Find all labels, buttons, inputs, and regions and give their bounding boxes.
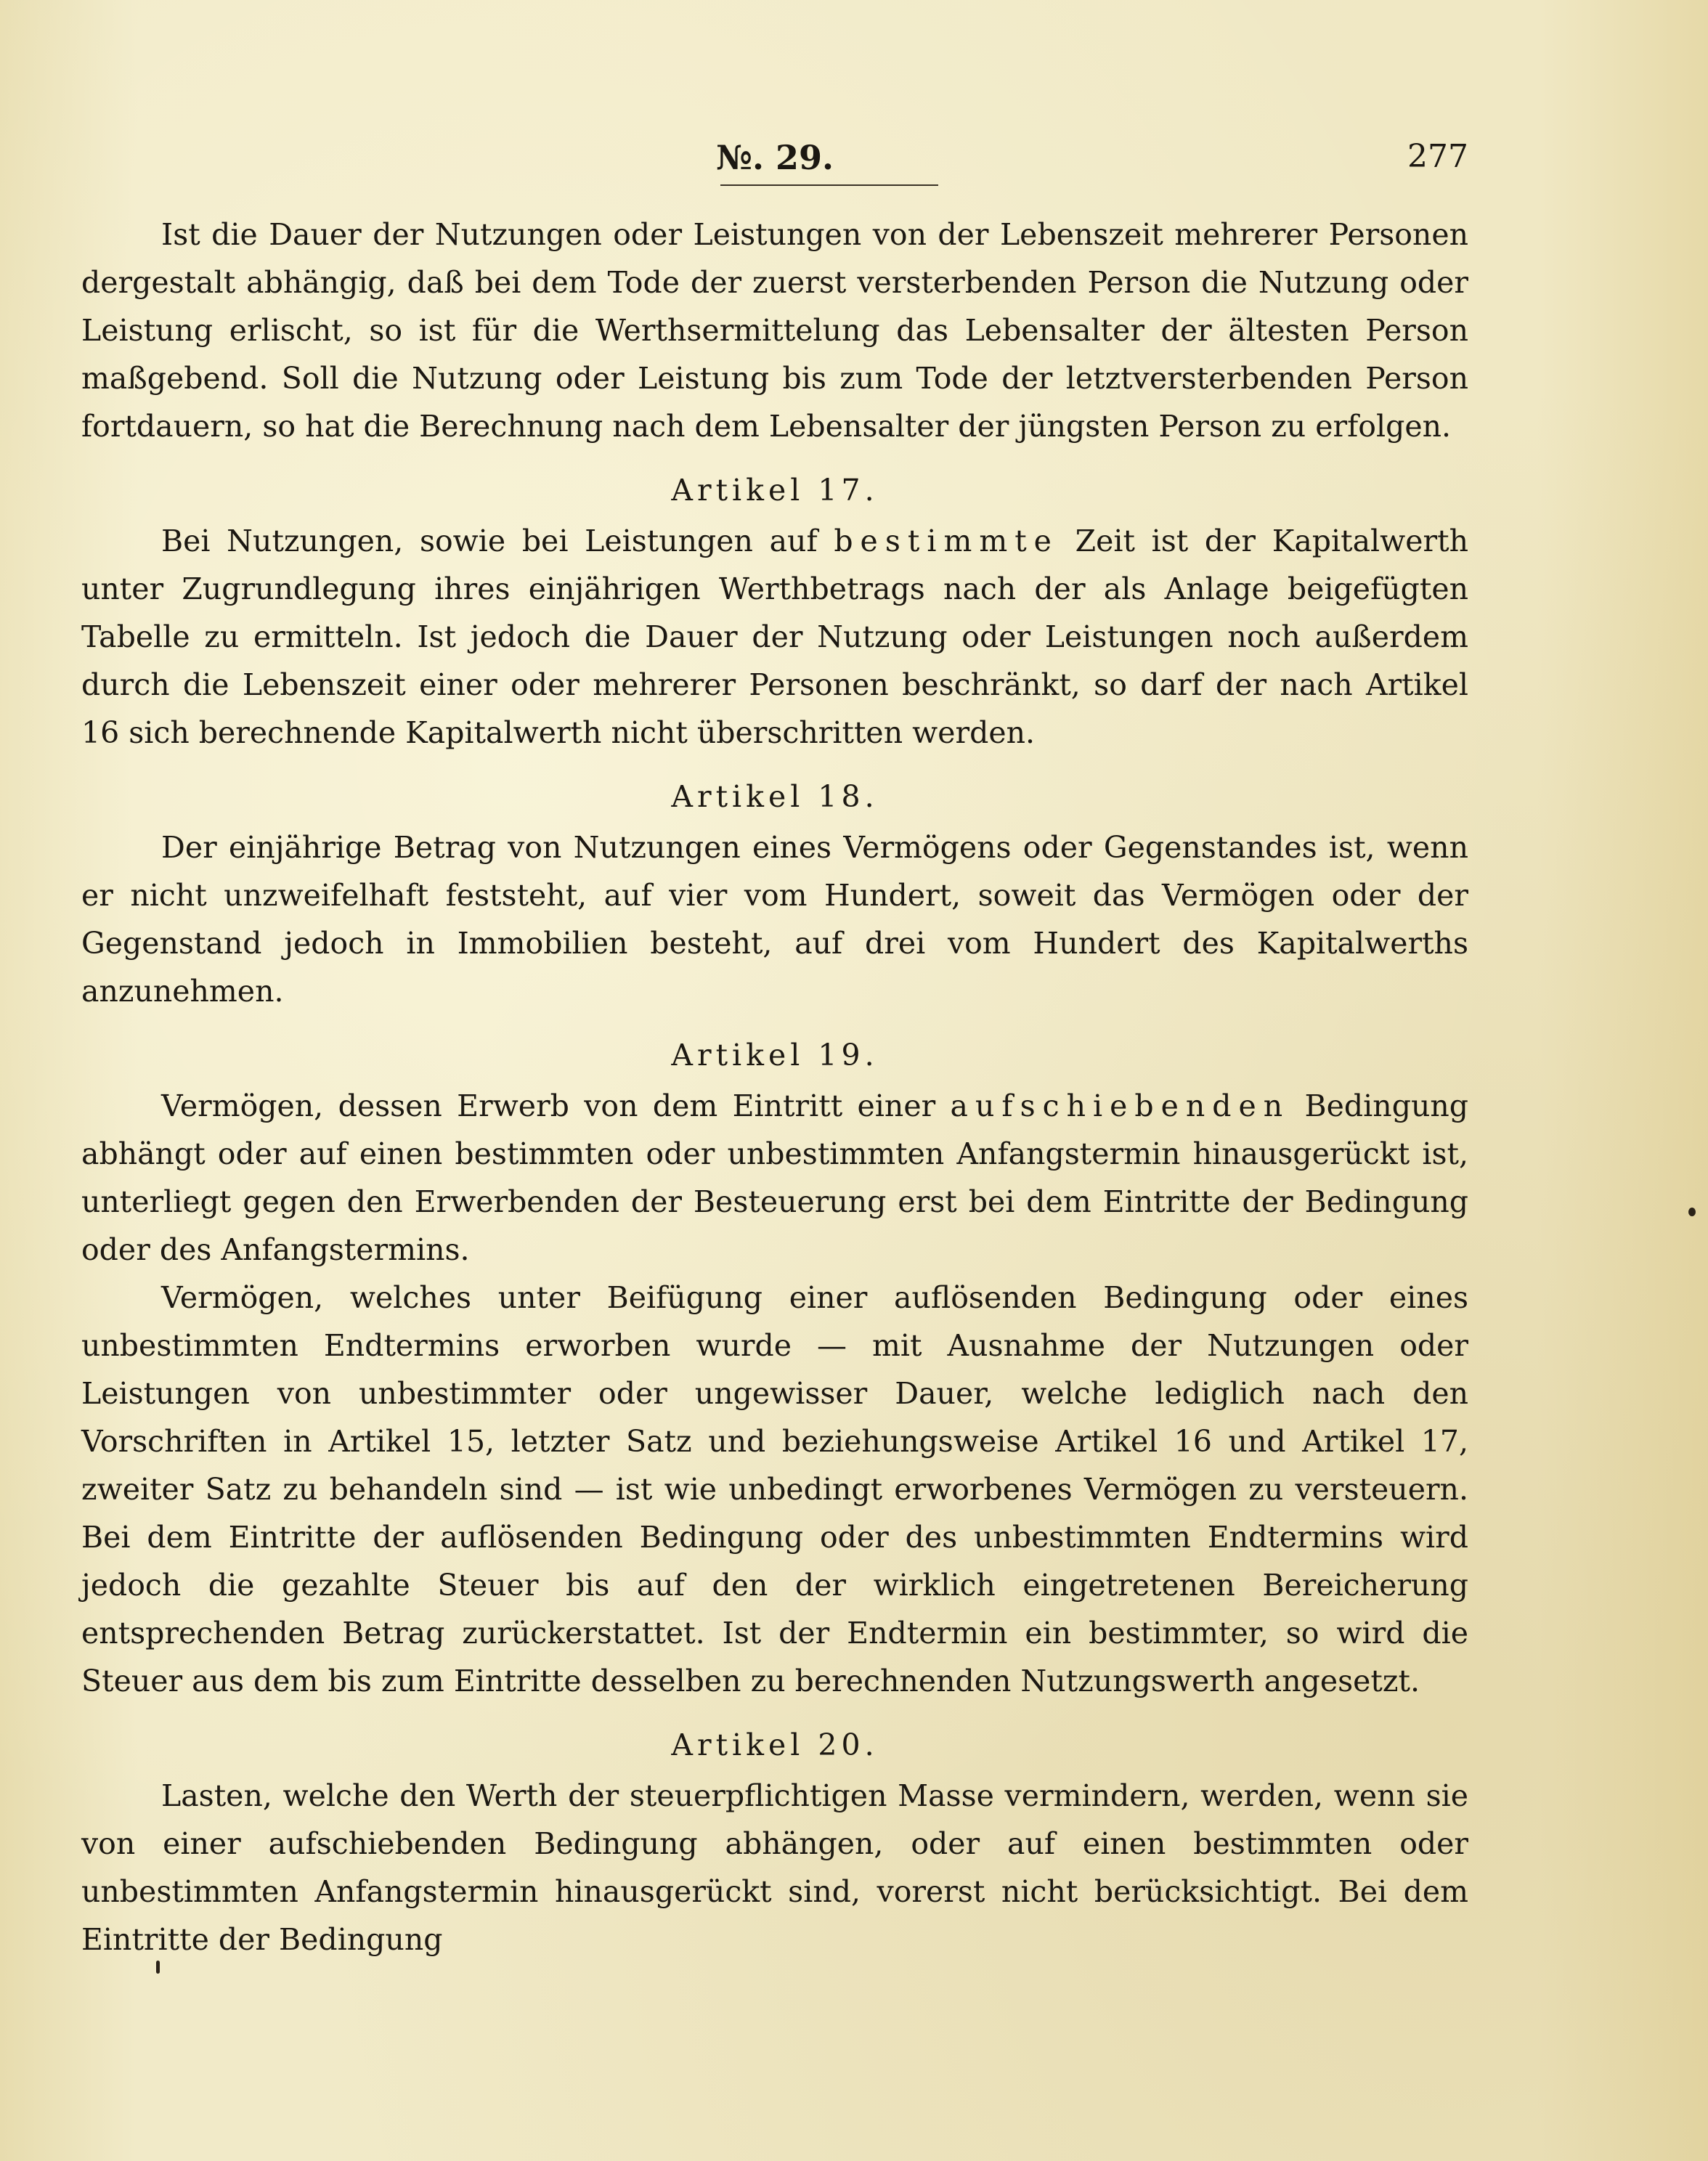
heading-artikel-19: Artikel 19. bbox=[671, 1038, 879, 1073]
heading-artikel-18: Artikel 18. bbox=[671, 779, 879, 814]
heading-artikel-17: Artikel 17. bbox=[671, 473, 879, 508]
paragraph-artikel-18: Der einjährige Betrag von Nutzungen eines Vermögens oder Gegenstandes ist, wenn er nicht unzweifelhaft feststeht, auf vier vom Hundert, soweit das Vermögen oder der Gegenstand jedoch in Immobilien besteht, auf drei vom Hundert des Kapitalwerths anzunehmen. bbox=[81, 830, 1468, 1009]
emphasis-text: aufschiebenden bbox=[950, 1088, 1290, 1123]
paragraph-artikel-19-1 bbox=[81, 1082, 1468, 1274]
paragraph-artikel-17 bbox=[81, 517, 1468, 757]
paragraph-artikel-19-2: Vermögen, welches unter Beifügung einer auflösenden Bedingung oder eines unbestimmten Endtermins erworben wurde — mit Ausnahme der Nutzungen oder Leistungen von unbestimmter oder ungewisser Dauer, welche lediglich nach den Vorschriften in Artikel 15, letzter Satz und beziehungsweise Artikel 16 und Artikel 17, zweiter Satz zu behandeln sind — ist wie unbedingt erworbenes Vermögen zu versteuern. Bei dem Eintritte der auflösenden Bedingung oder des unbestimmten Endtermins wird jedoch die gezahlte Steuer bis auf den der wirklich eingetretenen Bereicherung entsprechenden Betrag zurückerstattet. Ist der Endtermin ein bestimmter, so wird die Steuer aus dem bis zum Eintritte desselben zu berechnenden Nutzungswerth angesetzt. bbox=[81, 1280, 1468, 1698]
emphasis-text: bestimmte bbox=[834, 524, 1059, 558]
text-run: Zeit ist der Kapitalwerth unter Zugrundlegung ihres einjährigen Werthbetrags nach der als Anlage beigefügten Tabelle zu ermitteln. Ist jedoch die Dauer der Nutzung oder Leistungen noch außerdem durch die Lebenszeit einer oder mehrerer Personen beschränkt, so darf der nach Artikel 16 sich berechnende Kapitalwerth nicht überschritten werden. bbox=[81, 524, 1468, 750]
issue-number: №. 29. bbox=[715, 138, 834, 177]
text-run: Bei Nutzungen, sowie bei Leistungen auf bbox=[161, 524, 834, 558]
body-text bbox=[81, 211, 1468, 1963]
paragraph-artikel-20: Lasten, welche den Werth der steuerpflichtigen Masse vermindern, werden, wenn sie von einer aufschiebenden Bedingung abhängen, oder auf einen bestimmten oder unbestimmten Anfangstermin hinausgerückt sind, vorerst nicht berücksichtigt. Bei dem Eintritte der Bedingung bbox=[81, 1778, 1468, 1957]
ink-spot bbox=[156, 1961, 160, 1974]
page-number: 277 bbox=[1407, 138, 1468, 175]
heading-artikel-20: Artikel 20. bbox=[671, 1727, 879, 1762]
paragraph-continuation: Ist die Dauer der Nutzungen oder Leistungen von der Lebenszeit mehrerer Personen dergestalt abhängig, daß bei dem Tode der zuerst versterbenden Person die Nutzung oder Leistung erlischt, so ist für die Werthsermittelung das Lebensalter der ältesten Person maßgebend. Soll die Nutzung oder Leistung bis zum Tode der letztversterbenden Person fortdauern, so hat die Berechnung nach dem Lebensalter der jüngsten Person zu erfolgen. bbox=[81, 217, 1468, 444]
text-run: Bedingung abhängt oder auf einen bestimmten oder unbestimmten Anfangstermin hinausgerückt ist, unterliegt gegen den Erwerbenden der Besteuerung erst bei dem Eintritte der Bedingung oder des Anfangstermins. bbox=[81, 1088, 1468, 1267]
page-header bbox=[81, 138, 1468, 189]
text-run: Vermögen, dessen Erwerb von dem Eintritt einer bbox=[161, 1088, 951, 1123]
ink-spot bbox=[1688, 1208, 1696, 1216]
issue-underline bbox=[720, 184, 938, 186]
